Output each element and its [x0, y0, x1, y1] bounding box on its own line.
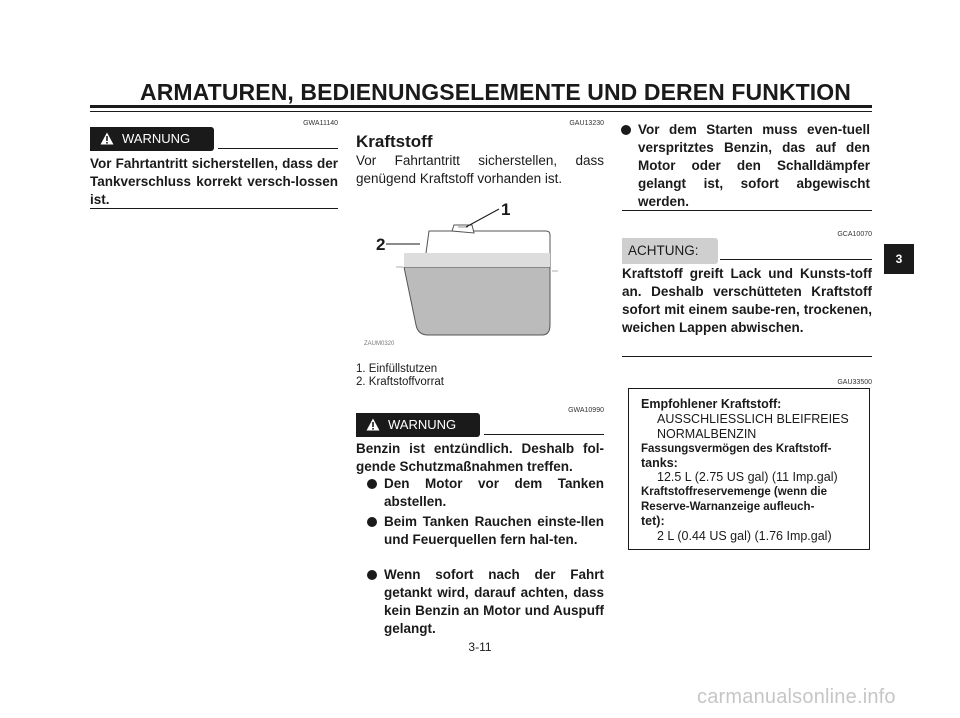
warning-code-2: GWA10990 — [568, 407, 604, 414]
chapter-tab: 3 — [884, 244, 914, 274]
warning-label: WARNUNG — [122, 131, 191, 146]
bullet-dot — [367, 517, 377, 527]
spec-capacity-label-2: tanks: — [641, 456, 678, 470]
bullet-text: Vor dem Starten muss even-tuell verspritztes Benzin, das auf den Motor oder den Schalldämpfer gelangt ist, sofort abgewischt werden. — [638, 122, 870, 209]
caution-code: GCA10070 — [837, 231, 872, 238]
spec-recommended-value-1: AUSSCHLIESSLICH BLEIFREIES — [657, 412, 849, 426]
bullet-dot — [621, 125, 631, 135]
spec-reserve-label-1: Kraftstoffreservemenge (wenn die — [641, 486, 827, 498]
figure-caption-2: 2. Kraftstoffvorrat — [356, 376, 444, 388]
figure-callout-2: 2 — [376, 235, 386, 254]
caution-title-rule — [720, 259, 872, 260]
spec-reserve-label-3: tet): — [641, 514, 665, 528]
warning-label-2: WARNUNG — [388, 417, 457, 432]
fuel-tank-figure — [356, 195, 604, 355]
warning-end-rule — [90, 208, 338, 209]
bullet-dot — [367, 479, 377, 489]
bullet-dot — [367, 570, 377, 580]
bullet-text: Wenn sofort nach der Fahrt getankt wird, darauf achten, dass kein Benzin an Motor und Auspuff gelangt. — [384, 567, 604, 636]
figure-callout-1: 1 — [501, 200, 511, 219]
spec-capacity-label-1: Fassungsvermögen des Kraftstoff- — [641, 443, 832, 455]
warning-bullet-1 — [384, 475, 604, 511]
caution-end-rule — [622, 356, 872, 357]
warning-triangle-icon — [100, 132, 114, 145]
section-code: GAU13230 — [569, 120, 604, 127]
warning-bullet-3 — [384, 566, 604, 638]
figure-caption-1: 1. Einfüllstutzen — [356, 363, 438, 375]
warning-bullet-2 — [384, 513, 604, 549]
warning-text-2: Benzin ist entzündlich. Deshalb fol-gende Schutzmaßnahmen treffen. — [356, 441, 604, 474]
figure-code: ZAUM0320 — [364, 341, 395, 347]
section-title: Kraftstoff — [356, 132, 433, 151]
caution-badge: ACHTUNG: — [622, 238, 718, 264]
spec-recommended-label: Empfohlener Kraftstoff: — [641, 397, 782, 411]
warning-badge — [90, 127, 214, 151]
spec-recommended-value-2: NORMALBENZIN — [657, 427, 757, 441]
warning-title-rule-2 — [484, 434, 604, 435]
spec-reserve-label-2: Reserve-Warnanzeige aufleuch- — [641, 501, 815, 513]
header-rule-thin — [90, 111, 872, 112]
bullet-text: Beim Tanken Rauchen einste-llen und Feuerquellen fern hal-ten. — [384, 514, 604, 547]
warning-triangle-icon — [366, 418, 380, 431]
warning-title-rule — [218, 148, 338, 149]
warning-badge-2 — [356, 413, 480, 437]
fuel-spec-box — [628, 388, 870, 550]
watermark: carmanualsonline.info — [697, 686, 896, 708]
section-intro: Vor Fahrtantritt sicherstellen, dass genügend Kraftstoff vorhanden ist. — [356, 153, 604, 186]
bullet-text: Den Motor vor dem Tanken abstellen. — [384, 476, 604, 509]
page-number: 3-11 — [468, 640, 492, 654]
spec-code: GAU33500 — [837, 379, 872, 386]
right-bullet — [638, 121, 870, 211]
header-rule-thick — [90, 105, 872, 108]
chapter-title: ARMATUREN, BEDIENUNGSELEMENTE UND DEREN FUNKTION — [140, 79, 851, 105]
warning-text: Vor Fahrtantritt sicherstellen, dass der Tankverschluss korrekt versch-lossen ist. — [90, 156, 338, 207]
caution-text: Kraftstoff greift Lack und Kunsts-toff an. Deshalb verschütteten Kraftstoff sofort mit einem saube-ren, trockenen, weichen Lappen abwischen. — [622, 266, 872, 335]
right-bullet-end-rule — [622, 210, 872, 211]
spec-reserve-value: 2 L (0.44 US gal) (1.76 Imp.gal) — [657, 529, 832, 543]
spec-capacity-value: 12.5 L (2.75 US gal) (11 Imp.gal) — [657, 470, 838, 484]
warning-code: GWA11140 — [303, 120, 338, 127]
